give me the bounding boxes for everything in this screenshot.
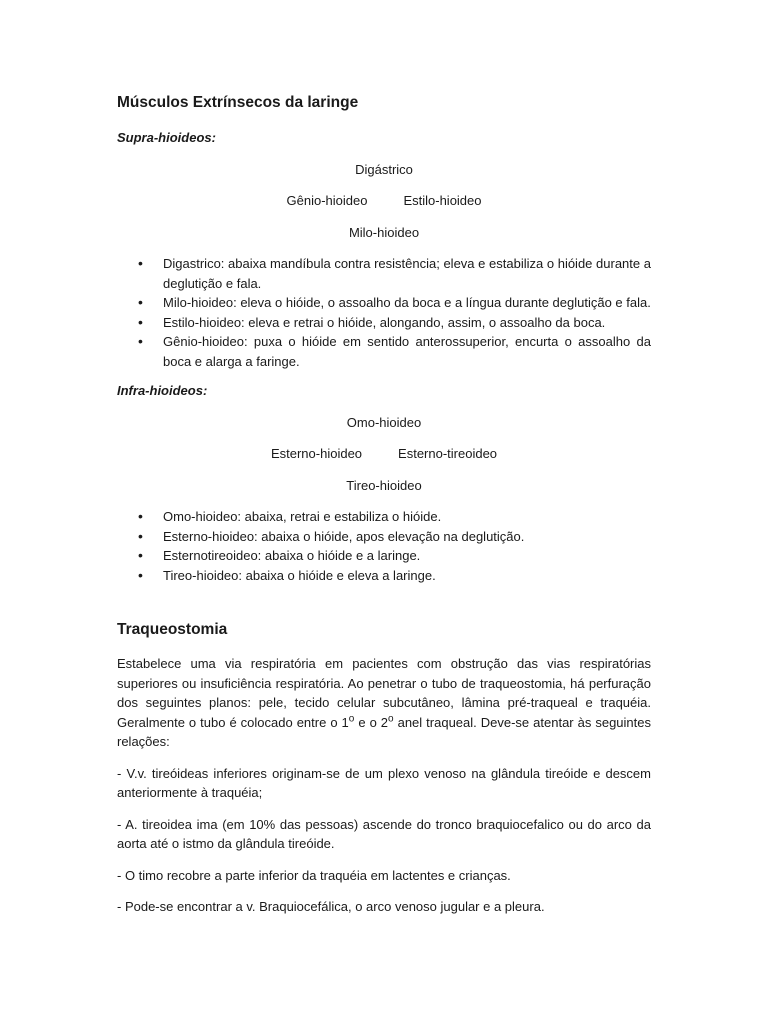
diagram-top-label: Omo-hioideo: [346, 414, 422, 430]
diagram-middle-row: [117, 444, 651, 464]
infra-hioideos-list: [117, 507, 651, 585]
supra-hioideos-list: [117, 254, 651, 371]
diagram-bottom-label: Tireo-hioideo: [346, 477, 422, 493]
intro-text-a: Estabelece uma via respiratória em pacientes com obstrução das vias respiratórias superiores ou insuficiência respiratória. Ao penetrar o tubo de traqueostomia, há perfuração dos seguintes planos: pele, tecido celular subcutâneo, lâmina pré-traqueal e traquéia. Geralmente o tubo é colocado entre o 1: [117, 656, 651, 730]
diagram-middle-row: [117, 191, 651, 211]
infra-hioideos-diagram: [117, 413, 651, 496]
diagram-left-label: Gênio-hioideo: [286, 193, 368, 208]
list-item: • Estilo-hioideo: eleva e retrai o hióide, alongando, assim, o assoalho da boca.: [163, 313, 651, 333]
intro-text-c: anel traqueal. Deve-se atentar às seguintes relações:: [117, 714, 651, 749]
section-title-traqueostomia: Traqueostomia: [117, 621, 228, 638]
supra-hioideos-label: Supra-hioideos:: [117, 130, 216, 145]
list-item: • Gênio-hioideo: puxa o hióide em sentido anterossuperior, encurta o assoalho da boca e alarga a faringe.: [163, 332, 651, 371]
section-title-musculos: Músculos Extrínsecos da laringe: [117, 94, 359, 111]
list-item: • Digastrico: abaixa mandíbula contra resistência; eleva e estabiliza o hióide durante a deglutição e fala.: [163, 254, 651, 293]
list-item: • Milo-hioideo: eleva o hióide, o assoalho da boca e a língua durante deglutição e fala.: [163, 293, 651, 313]
document-content: [117, 92, 651, 917]
relation-paragraph: - O timo recobre a parte inferior da traquéia em lactentes e crianças.: [117, 867, 511, 883]
diagram-right-label: Esterno-tireoideo: [398, 446, 498, 461]
diagram-left-label: Esterno-hioideo: [270, 446, 363, 461]
diagram-bottom-label: Milo-hioideo: [348, 224, 420, 240]
ordinal-degree-1: o: [348, 713, 355, 725]
relation-paragraph: - V.v. tireóideas inferiores originam-se de um plexo venoso na glândula tireóide e descem anteriormente à traquéia;: [117, 765, 651, 800]
relation-paragraph: - Pode-se encontrar a v. Braquiocefálica, o arco venoso jugular e a pleura.: [117, 899, 545, 914]
supra-hioideos-diagram: [117, 160, 651, 243]
infra-hioideos-label: Infra-hioideos:: [117, 383, 208, 398]
ordinal-degree-2: o: [388, 713, 394, 725]
traqueostomia-intro-paragraph: [117, 654, 651, 752]
intro-text-b: e o 2: [354, 714, 389, 730]
list-item: • Esterno-hioideo: abaixa o hióide, apos elevação na deglutição.: [163, 527, 651, 547]
relation-paragraph: - A. tireoidea ima (em 10% das pessoas) ascende do tronco braquiocefalico ou do arco da aorta até o istmo da glândula tireóide.: [117, 816, 651, 851]
diagram-right-label: Estilo-hioideo: [403, 193, 482, 208]
list-item: • Tireo-hioideo: abaixa o hióide e eleva a laringe.: [163, 566, 651, 586]
list-item: • Omo-hioideo: abaixa, retrai e estabiliza o hióide.: [163, 507, 651, 527]
list-item: • Esternotireoideo: abaixa o hióide e a laringe.: [163, 546, 651, 566]
diagram-top-label: Digástrico: [355, 161, 413, 177]
